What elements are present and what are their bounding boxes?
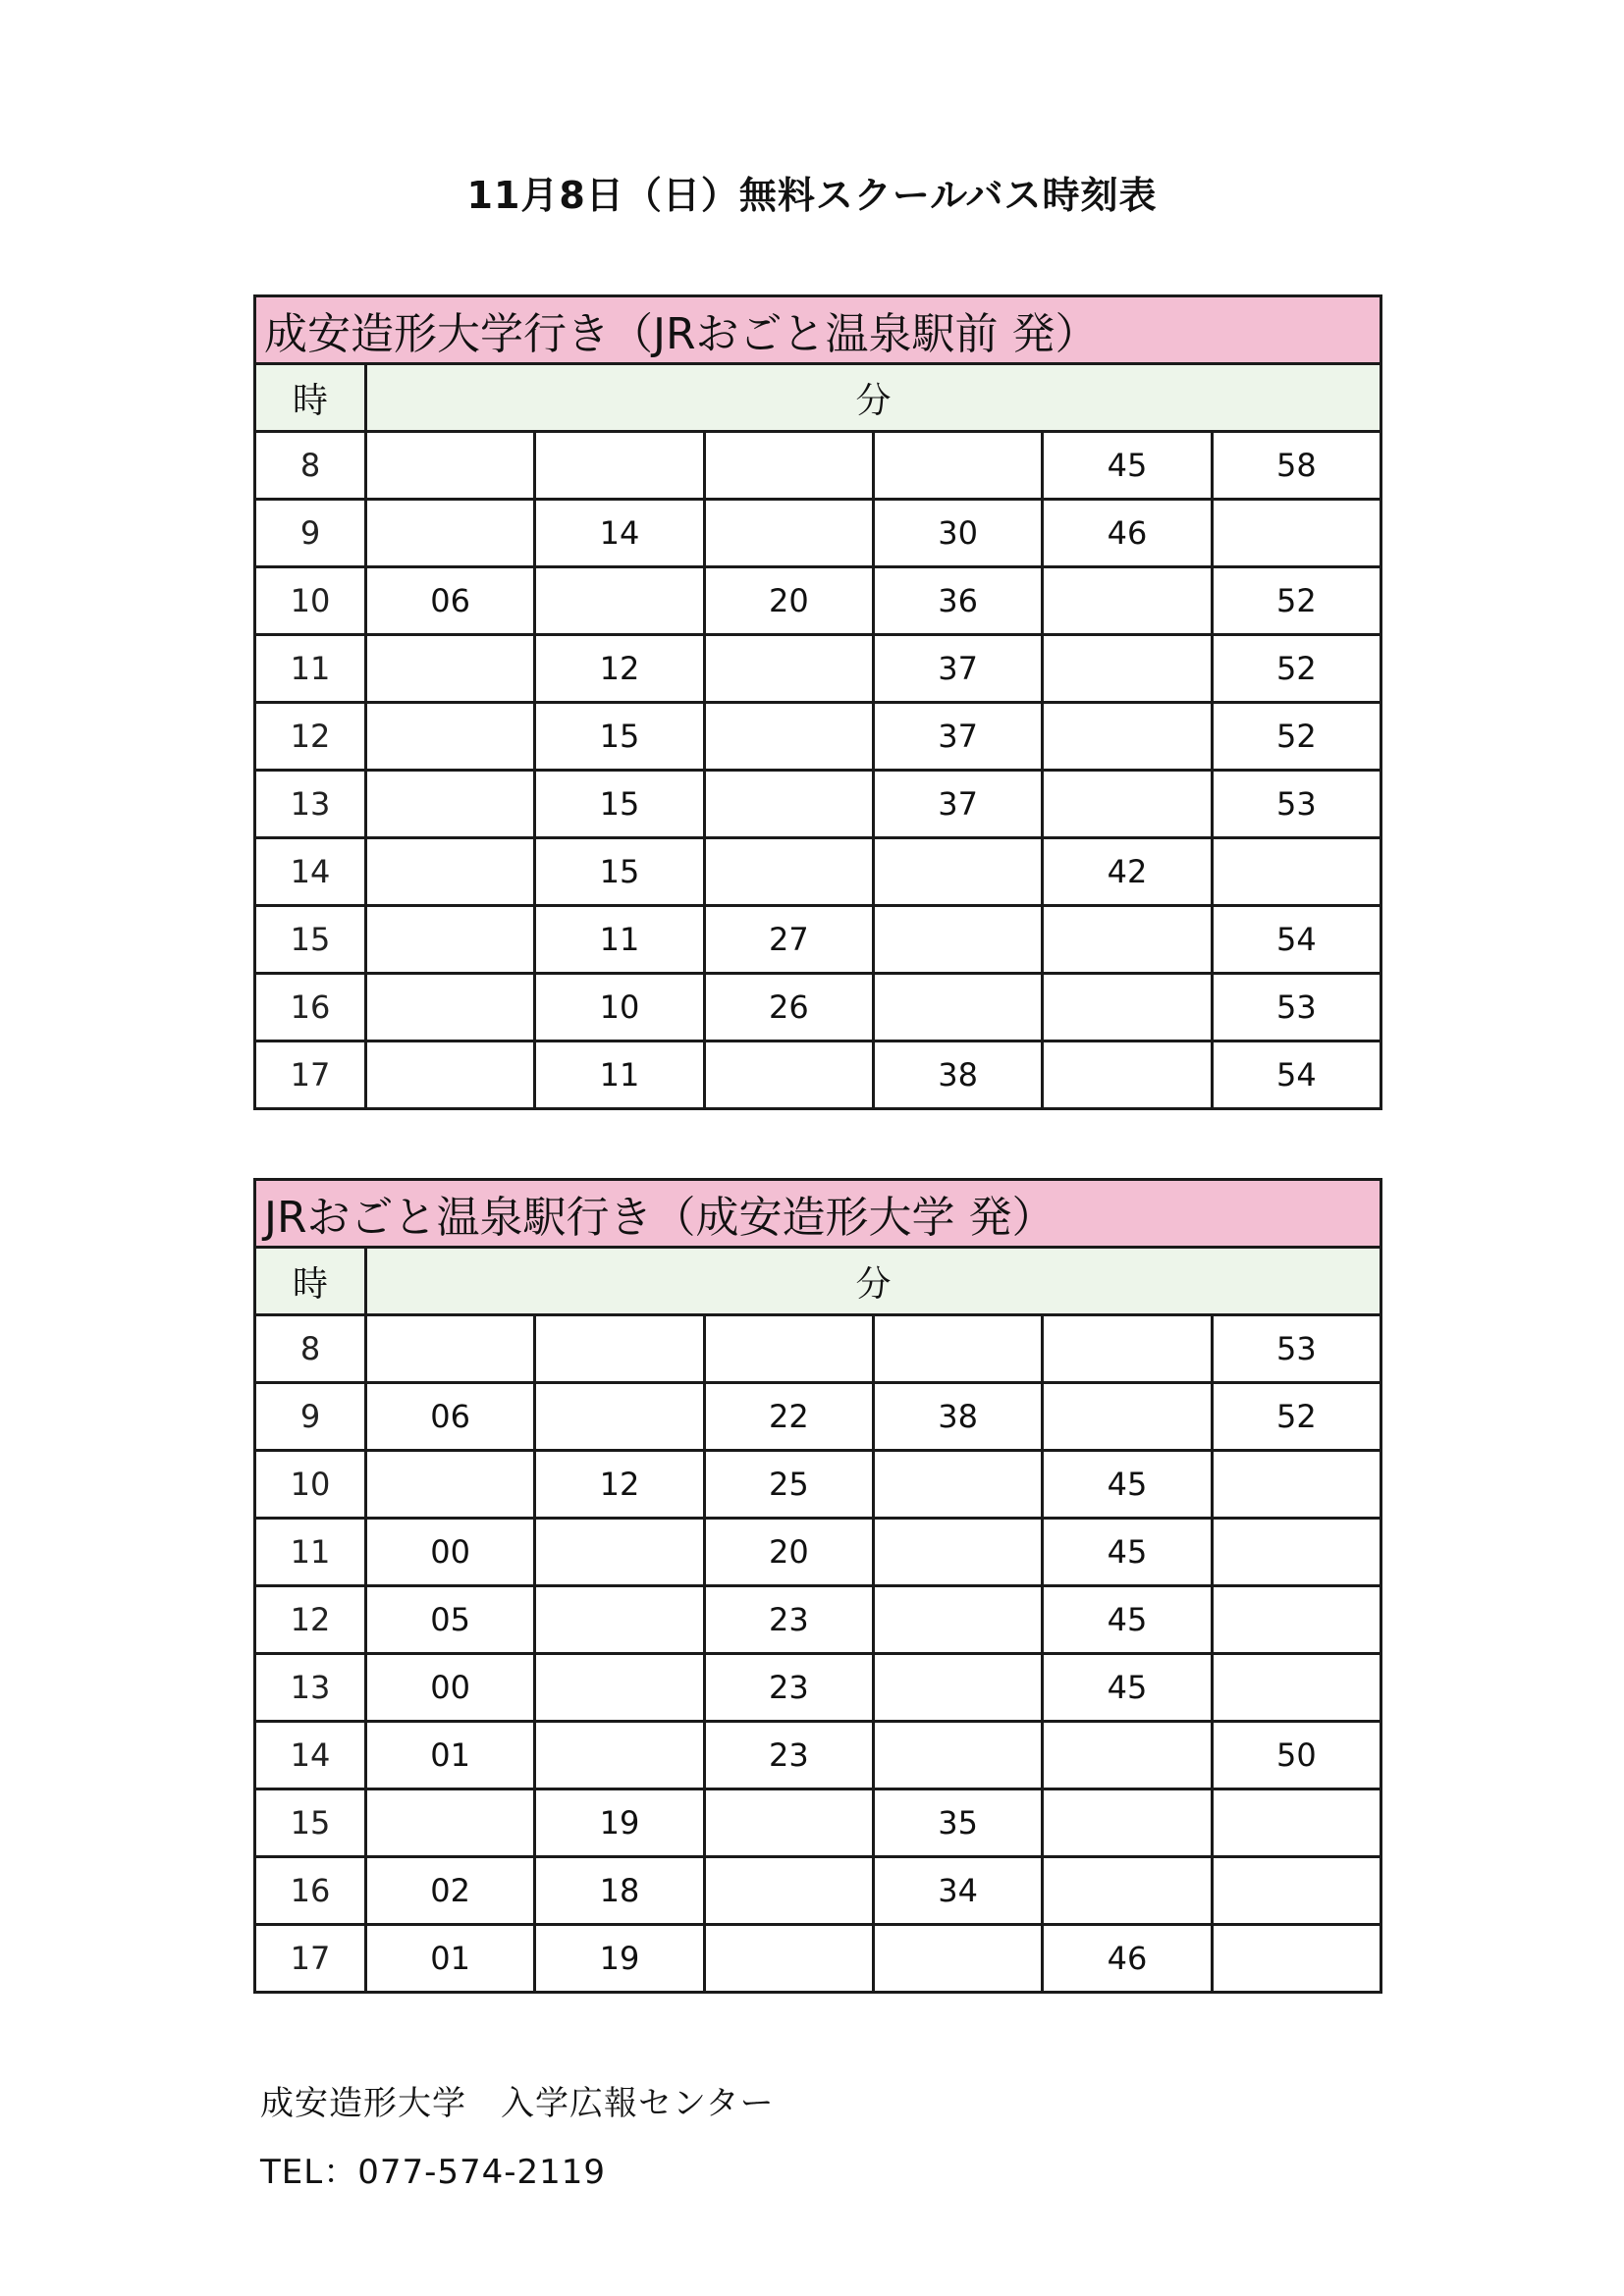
minute-cell: 52: [1212, 1383, 1380, 1451]
minute-cell: [873, 432, 1042, 500]
table-row: [255, 1519, 1381, 1586]
minute-cell: [873, 1722, 1042, 1789]
minute-cell: [704, 432, 873, 500]
minute-cell: [535, 567, 704, 635]
table-row: [255, 1654, 1381, 1722]
minute-cell: [704, 500, 873, 567]
footer-telephone: TEL：077-574-2119: [260, 2153, 607, 2192]
hour-cell: 8: [255, 1315, 366, 1383]
minute-cell: 06: [366, 567, 535, 635]
minute-cell: [1043, 567, 1212, 635]
table-row: [255, 1789, 1381, 1857]
table-row: [255, 500, 1381, 567]
minute-cell: [1043, 1789, 1212, 1857]
minute-cell: 45: [1043, 1519, 1212, 1586]
minute-cell: 15: [535, 838, 704, 906]
hour-cell: 16: [255, 974, 366, 1041]
table-heading: 成安造形大学行き（JRおごと温泉駅前 発）: [255, 296, 1381, 364]
minute-cell: [1212, 1654, 1380, 1722]
minute-cell: 06: [366, 1383, 535, 1451]
minute-cell: [535, 1315, 704, 1383]
minute-cell: 42: [1043, 838, 1212, 906]
table-row: [255, 635, 1381, 703]
minute-cell: [873, 1451, 1042, 1519]
minute-cell: 36: [873, 567, 1042, 635]
minute-cell: [366, 703, 535, 771]
minute-cell: [1212, 1586, 1380, 1654]
minute-cell: 45: [1043, 1451, 1212, 1519]
minute-cell: 23: [704, 1654, 873, 1722]
minute-cell: [704, 1857, 873, 1925]
minute-cell: [535, 1383, 704, 1451]
hour-cell: 9: [255, 500, 366, 567]
hour-cell: 17: [255, 1041, 366, 1109]
table-heading: JRおごと温泉駅行き（成安造形大学 発）: [255, 1180, 1381, 1248]
minute-cell: 10: [535, 974, 704, 1041]
minute-column-header: 分: [366, 364, 1381, 432]
hour-cell: 13: [255, 1654, 366, 1722]
minute-cell: [366, 974, 535, 1041]
minute-cell: [366, 500, 535, 567]
minute-cell: 18: [535, 1857, 704, 1925]
minute-cell: [366, 1451, 535, 1519]
table-row: [255, 974, 1381, 1041]
hour-column-header: 時: [255, 364, 366, 432]
minute-cell: [873, 974, 1042, 1041]
minute-cell: [704, 1925, 873, 1993]
minute-cell: [366, 906, 535, 974]
minute-cell: 02: [366, 1857, 535, 1925]
table-row: [255, 1925, 1381, 1993]
hour-cell: 11: [255, 1519, 366, 1586]
minute-cell: [366, 771, 535, 838]
hour-cell: 16: [255, 1857, 366, 1925]
hour-cell: 12: [255, 1586, 366, 1654]
minute-cell: [366, 635, 535, 703]
minute-cell: 53: [1212, 1315, 1380, 1383]
minute-cell: [366, 1041, 535, 1109]
minute-cell: [1043, 906, 1212, 974]
minute-cell: 52: [1212, 635, 1380, 703]
minute-cell: 23: [704, 1722, 873, 1789]
minute-cell: 52: [1212, 703, 1380, 771]
minute-cell: 15: [535, 703, 704, 771]
table-row: [255, 703, 1381, 771]
hour-cell: 17: [255, 1925, 366, 1993]
minute-cell: [704, 771, 873, 838]
minute-cell: [1212, 1789, 1380, 1857]
minute-cell: 53: [1212, 974, 1380, 1041]
minute-cell: 00: [366, 1654, 535, 1722]
minute-cell: [535, 432, 704, 500]
minute-cell: 25: [704, 1451, 873, 1519]
table-row: [255, 1041, 1381, 1109]
hour-column-header: 時: [255, 1248, 366, 1315]
minute-cell: 30: [873, 500, 1042, 567]
minute-cell: [366, 1789, 535, 1857]
minute-cell: [1043, 974, 1212, 1041]
table-row: [255, 771, 1381, 838]
table-row: [255, 1722, 1381, 1789]
footer-organization: 成安造形大学 入学広報センター: [260, 2084, 775, 2123]
minute-cell: [1043, 771, 1212, 838]
page-title: 11月8日（日）無料スクールバス時刻表: [466, 174, 1158, 217]
minute-cell: 58: [1212, 432, 1380, 500]
table-row: [255, 906, 1381, 974]
hour-cell: 10: [255, 567, 366, 635]
minute-cell: 00: [366, 1519, 535, 1586]
hour-cell: 14: [255, 1722, 366, 1789]
minute-cell: [873, 906, 1042, 974]
minute-cell: 46: [1043, 1925, 1212, 1993]
hour-cell: 11: [255, 635, 366, 703]
minute-cell: [873, 1586, 1042, 1654]
table-row: [255, 838, 1381, 906]
minute-cell: 52: [1212, 567, 1380, 635]
minute-cell: 54: [1212, 906, 1380, 974]
minute-cell: 12: [535, 635, 704, 703]
minute-cell: [1043, 635, 1212, 703]
hour-cell: 14: [255, 838, 366, 906]
minute-cell: 19: [535, 1925, 704, 1993]
minute-cell: 37: [873, 771, 1042, 838]
minute-cell: 20: [704, 567, 873, 635]
minute-cell: 38: [873, 1041, 1042, 1109]
minute-cell: [1212, 838, 1380, 906]
minute-cell: [1043, 703, 1212, 771]
minute-cell: 37: [873, 703, 1042, 771]
minute-cell: [1212, 1451, 1380, 1519]
minute-cell: [1043, 1722, 1212, 1789]
minute-cell: 45: [1043, 1654, 1212, 1722]
minute-cell: [1043, 1383, 1212, 1451]
timetable-to-station: [253, 1178, 1382, 1994]
minute-cell: 54: [1212, 1041, 1380, 1109]
hour-cell: 12: [255, 703, 366, 771]
minute-cell: [366, 432, 535, 500]
minute-cell: 34: [873, 1857, 1042, 1925]
minute-cell: 15: [535, 771, 704, 838]
minute-cell: 35: [873, 1789, 1042, 1857]
minute-cell: [873, 1654, 1042, 1722]
table-row: [255, 1383, 1381, 1451]
table-row: [255, 1586, 1381, 1654]
minute-cell: 20: [704, 1519, 873, 1586]
table-row: [255, 432, 1381, 500]
minute-cell: 14: [535, 500, 704, 567]
minute-cell: 01: [366, 1722, 535, 1789]
minute-cell: [873, 838, 1042, 906]
hour-cell: 8: [255, 432, 366, 500]
minute-cell: 38: [873, 1383, 1042, 1451]
timetable-to-university: [253, 294, 1382, 1110]
minute-cell: 12: [535, 1451, 704, 1519]
minute-cell: [366, 838, 535, 906]
minute-cell: [535, 1722, 704, 1789]
hour-cell: 15: [255, 1789, 366, 1857]
minute-cell: 53: [1212, 771, 1380, 838]
minute-cell: 27: [704, 906, 873, 974]
minute-cell: 11: [535, 906, 704, 974]
minute-cell: 22: [704, 1383, 873, 1451]
minute-cell: [704, 635, 873, 703]
table-row: [255, 1451, 1381, 1519]
minute-cell: [704, 838, 873, 906]
minute-cell: 26: [704, 974, 873, 1041]
minute-cell: [1212, 1857, 1380, 1925]
minute-cell: 45: [1043, 432, 1212, 500]
minute-cell: 46: [1043, 500, 1212, 567]
hour-cell: 13: [255, 771, 366, 838]
table-row: [255, 567, 1381, 635]
table-row: [255, 1315, 1381, 1383]
minute-cell: 37: [873, 635, 1042, 703]
minute-cell: [704, 703, 873, 771]
minute-cell: 23: [704, 1586, 873, 1654]
minute-cell: [704, 1041, 873, 1109]
minute-cell: 11: [535, 1041, 704, 1109]
minute-cell: [1212, 1519, 1380, 1586]
minute-cell: [873, 1315, 1042, 1383]
minute-cell: [704, 1315, 873, 1383]
minute-cell: [873, 1519, 1042, 1586]
minute-cell: [366, 1315, 535, 1383]
minute-cell: [1212, 1925, 1380, 1993]
hour-cell: 9: [255, 1383, 366, 1451]
minute-cell: 19: [535, 1789, 704, 1857]
minute-cell: [1043, 1041, 1212, 1109]
table-row: [255, 1857, 1381, 1925]
minute-cell: [704, 1789, 873, 1857]
minute-cell: 05: [366, 1586, 535, 1654]
minute-cell: [535, 1586, 704, 1654]
minute-cell: [1043, 1857, 1212, 1925]
minute-cell: 01: [366, 1925, 535, 1993]
hour-cell: 15: [255, 906, 366, 974]
minute-column-header: 分: [366, 1248, 1381, 1315]
minute-cell: 45: [1043, 1586, 1212, 1654]
minute-cell: [535, 1654, 704, 1722]
minute-cell: [535, 1519, 704, 1586]
minute-cell: [873, 1925, 1042, 1993]
minute-cell: [1212, 500, 1380, 567]
hour-cell: 10: [255, 1451, 366, 1519]
minute-cell: [1043, 1315, 1212, 1383]
minute-cell: 50: [1212, 1722, 1380, 1789]
